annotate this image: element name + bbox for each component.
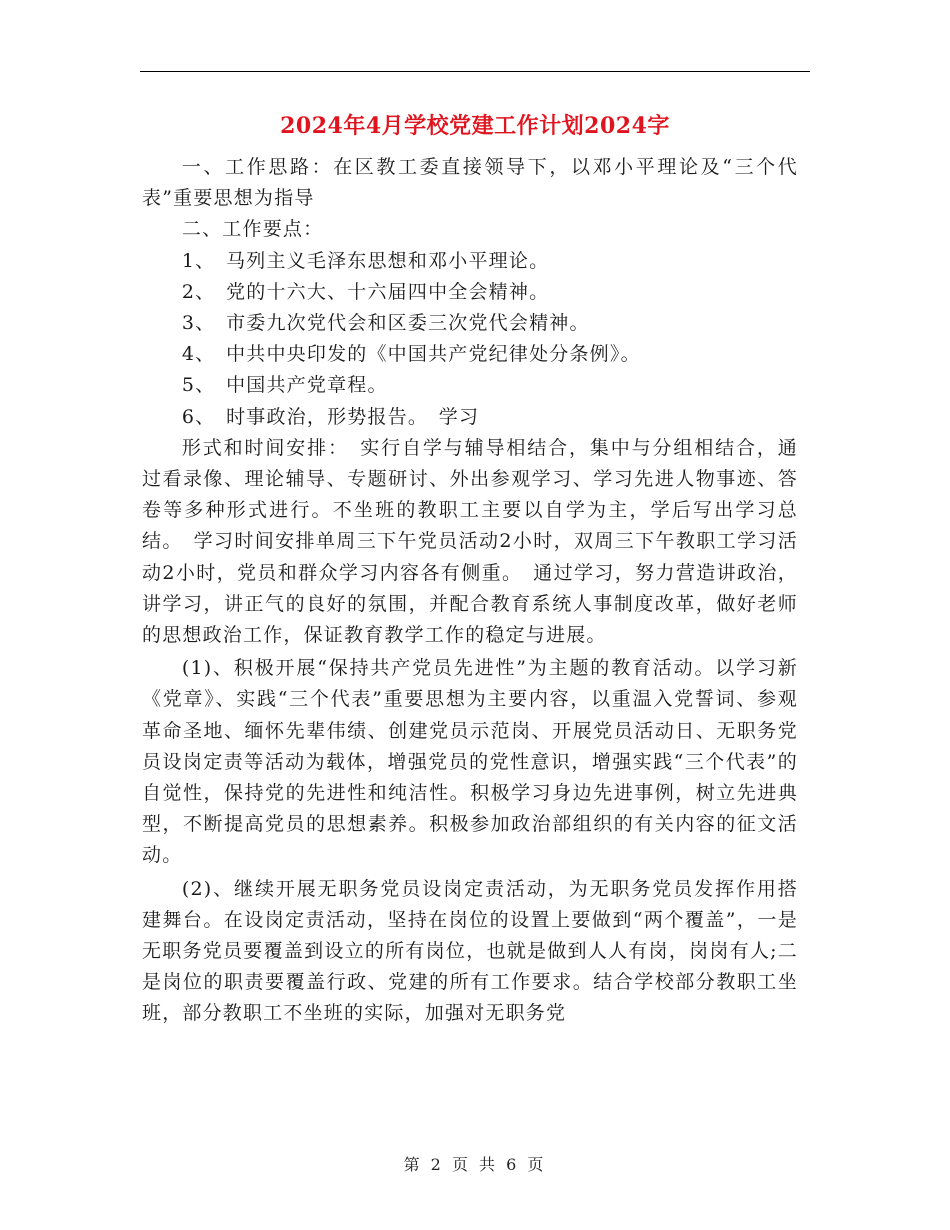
- document-title: 2024年4月学校党建工作计划2024字: [280, 113, 670, 139]
- paragraph-work-idea: 一、工作思路：在区教工委直接领导下，以邓小平理论及“三个代表”重要思想为指导: [142, 156, 798, 210]
- list-item-4: 4、 中共中央印发的《中国共产党纪律处分条例》。: [181, 343, 641, 366]
- document-body: [142, 152, 798, 1030]
- paragraph-activity-1: (1)、积极开展“保持共产党员先进性”为主题的教育活动。以学习新《党章》、实践“三个代表”重要思想为主要内容，以重温入党誓词、参观革命圣地、缅怀先辈伟绩、创建党员示范岗、开展党员活动日、无职务党员设岗定责等活动为载体，增强党员的党性意识，增强实践“三个代表”的自觉性，保持党的先进性和纯洁性。积极学习身边先进事例，树立先进典型，不断提高党员的思想素养。积极参加政治部组织的有关内容的征文活动。: [142, 657, 798, 867]
- list-item-2: 2、 党的十六大、十六届四中全会精神。: [181, 280, 550, 303]
- paragraph-activity-2: (2)、继续开展无职务党员设岗定责活动，为无职务党员发挥作用搭建舞台。在设岗定责活动，坚持在岗位的设置上要做到“两个覆盖”，一是无职务党员要覆盖到设立的所有岗位，也就是做到人人有岗，岗岗有人;二是岗位的职责要覆盖行政、党建的所有工作要求。结合学校部分教职工坐班，部分教职工不坐班的实际，加强对无职务党: [142, 877, 798, 1025]
- list-item-6: 6、 时事政治，形势报告。 学习: [181, 405, 480, 428]
- paragraph-study-format: 形式和时间安排： 实行自学与辅导相结合，集中与分组相结合，通过看录像、理论辅导、专题研讨、外出参观学习、学习先进人物事迹、答卷等多种形式进行。不坐班的教职工主要以自学为主，学后写出学习总结。 学习时间安排单周三下午党员活动2小时，双周三下午教职工学习活动2小时，党员和群众学习内容各有侧重。 通过学习，努力营造讲政治，讲学习，讲正气的良好的氛围，并配合教育系统人事制度改革，做好老师的思想政治工作，保证教育教学工作的稳定与进展。: [142, 436, 798, 647]
- list-item-1: 1、 马列主义毛泽东思想和邓小平理论。: [181, 249, 550, 272]
- list-item-5: 5、 中国共产党章程。: [181, 374, 388, 397]
- list-item-3: 3、 市委九次党代会和区委三次党代会精神。: [181, 312, 590, 335]
- paragraph-key-points-heading: 二、工作要点：: [181, 218, 324, 241]
- header-rule: [140, 71, 810, 72]
- page-number-footer: 第 2 页 共 6 页: [403, 1155, 547, 1174]
